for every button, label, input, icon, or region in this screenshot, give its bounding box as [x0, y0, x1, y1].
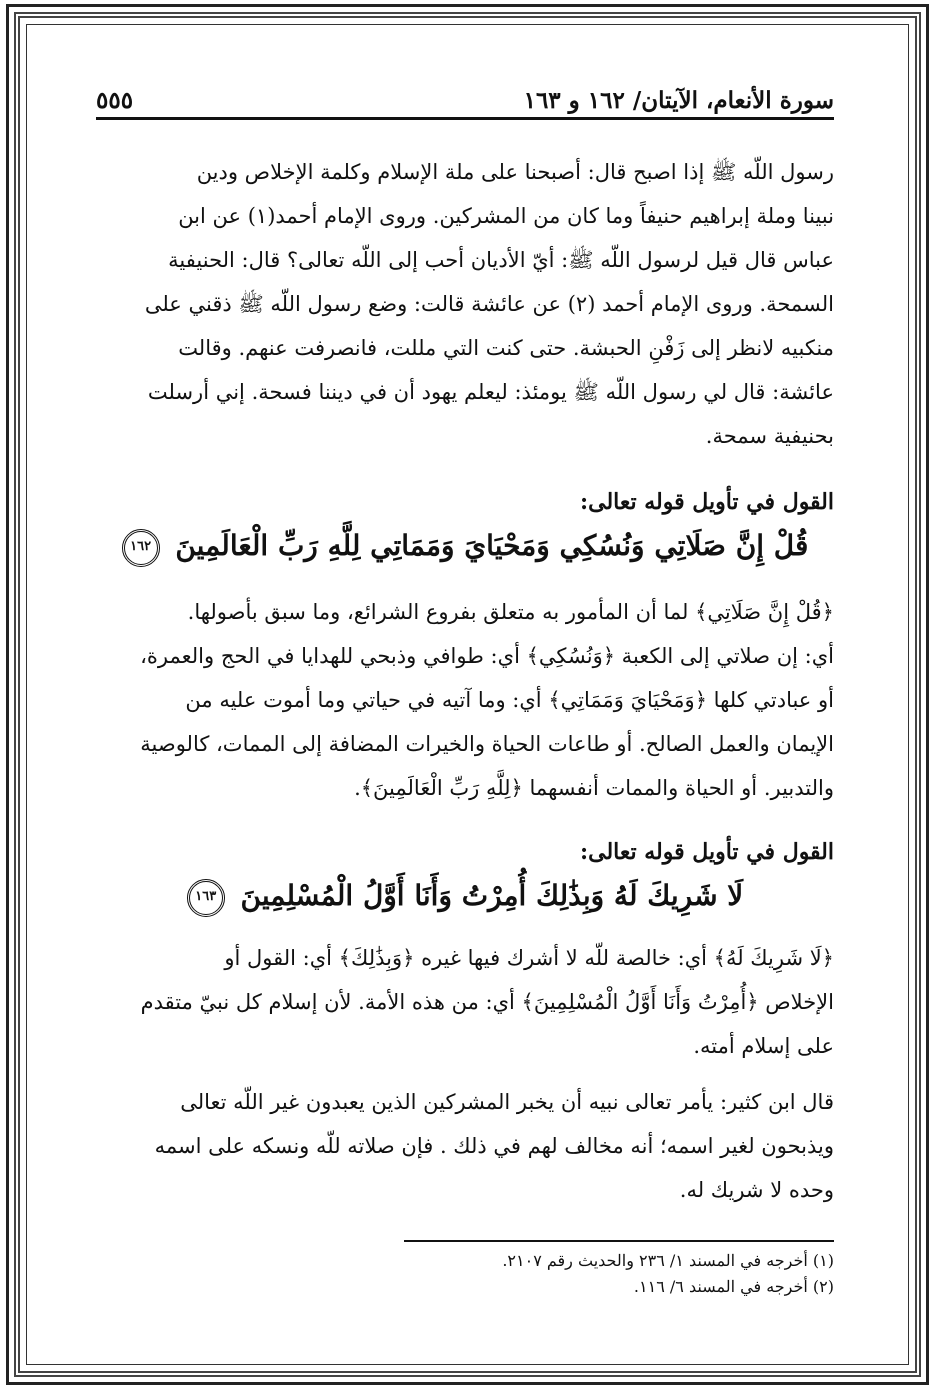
text-line: رسول اللّه ﷺ إذا اصبح قال: أصبحنا على ملة الإسلام وكلمة الإخلاص ودين [196, 160, 834, 184]
text-line: عباس قال قيل لرسول اللّه ﷺ: أيّ الأديان أحب إلى اللّه تعالى؟ قال: الحنيفية [168, 248, 834, 272]
running-title: سورة الأنعام، الآيتان/ ١٦٢ و ١٦٣ [523, 87, 834, 114]
ayah-number-marker: ١٦٢ [122, 529, 160, 567]
text-line: السمحة. وروى الإمام أحمد (٢) عن عائشة قالت: وضع رسول اللّه ﷺ ذقني على [144, 292, 834, 316]
text-line: على إسلام أمته. [693, 1034, 834, 1058]
page-header [96, 70, 834, 114]
footnotes [404, 1240, 834, 1300]
quran-verse [96, 874, 834, 918]
text-line: وحده لا شريك له. [679, 1178, 834, 1202]
text-line: منكبيه لانظر إلى زَفْنِ الحبشة. حتى كنت التي مللت، فانصرفت عنهم. وقالت [178, 336, 834, 360]
text-line: الإخلاص ﴿أُمِرْتُ وَأَنَا أَوَّلُ الْمُسْلِمِينَ﴾ أي: من هذه الأمة. لأن إسلام كل نبيّ متقدم [140, 990, 834, 1014]
quran-verse [96, 524, 834, 568]
page-number: ٥٥٥ [96, 87, 134, 114]
text-line: ﴿لَا شَرِيكَ لَهُ﴾ أي: خالصة للّه لا أشرك فيها غيره ﴿وَبِذَٰلِكَ﴾ أي: القول أو [224, 946, 834, 970]
text-line: قال ابن كثير: يأمر تعالى نبيه أن يخبر المشركين الذين يعبدون غير اللّه تعالى [180, 1090, 834, 1114]
ayah-number-marker: ١٦٣ [187, 879, 225, 917]
text-line: والتدبير. أو الحياة والممات أنفسهما ﴿لِلَّهِ رَبِّ الْعَالَمِينَ﴾. [354, 776, 834, 800]
footnote: (١) أخرجه في المسند ١/ ٢٣٦ والحديث رقم ٢١٠٧. [502, 1251, 834, 1270]
text-line: ويذبحون لغير اسمه؛ أنه مخالف لهم في ذلك . فإن صلاته للّه ونسكه على اسمه [154, 1134, 834, 1158]
text-line: أو عبادتي كلها ﴿وَمَحْيَايَ وَمَمَاتِي﴾ أي: وما آتيه في حياتي وما أموت عليه من [185, 688, 834, 712]
section-heading: القول في تأويل قوله تعالى: [580, 839, 834, 865]
book-page [96, 70, 834, 1330]
text-line: ﴿قُلْ إِنَّ صَلَاتِي﴾ لما أن المأمور به متعلق بفروع الشرائع، وما سبق بأصولها. [187, 600, 834, 624]
text-line: نبينا وملة إبراهيم حنيفاً وما كان من المشركين. وروى الإمام أحمد(١) عن ابن [178, 204, 834, 228]
verse-text: قُلْ إِنَّ صَلَاتِي وَنُسُكِي وَمَحْيَايَ وَمَمَاتِي لِلَّهِ رَبِّ الْعَالَمِينَ [175, 529, 809, 562]
text-line: بحنيفية سمحة. [705, 424, 834, 448]
text-line: أي: إن صلاتي إلى الكعبة ﴿وَنُسُكِي﴾ أي: طوافي وذبحي للهدايا في الحج والعمرة، [140, 644, 834, 668]
header-rule [96, 117, 834, 120]
page-body [96, 150, 834, 1212]
section-heading: القول في تأويل قوله تعالى: [580, 489, 834, 515]
footnote: (٢) أخرجه في المسند ٦/ ١١٦. [633, 1277, 834, 1296]
text-line: الإيمان والعمل الصالح. أو طاعات الحياة والخيرات المضافة إلى الممات، كالوصية [140, 732, 834, 756]
text-line: عائشة: قال لي رسول اللّه ﷺ يومئذ: ليعلم يهود أن في ديننا فسحة. إني أرسلت [147, 380, 834, 404]
verse-text: لَا شَرِيكَ لَهُ وَبِذَٰلِكَ أُمِرْتُ وَأَنَا أَوَّلُ الْمُسْلِمِينَ [240, 879, 744, 912]
